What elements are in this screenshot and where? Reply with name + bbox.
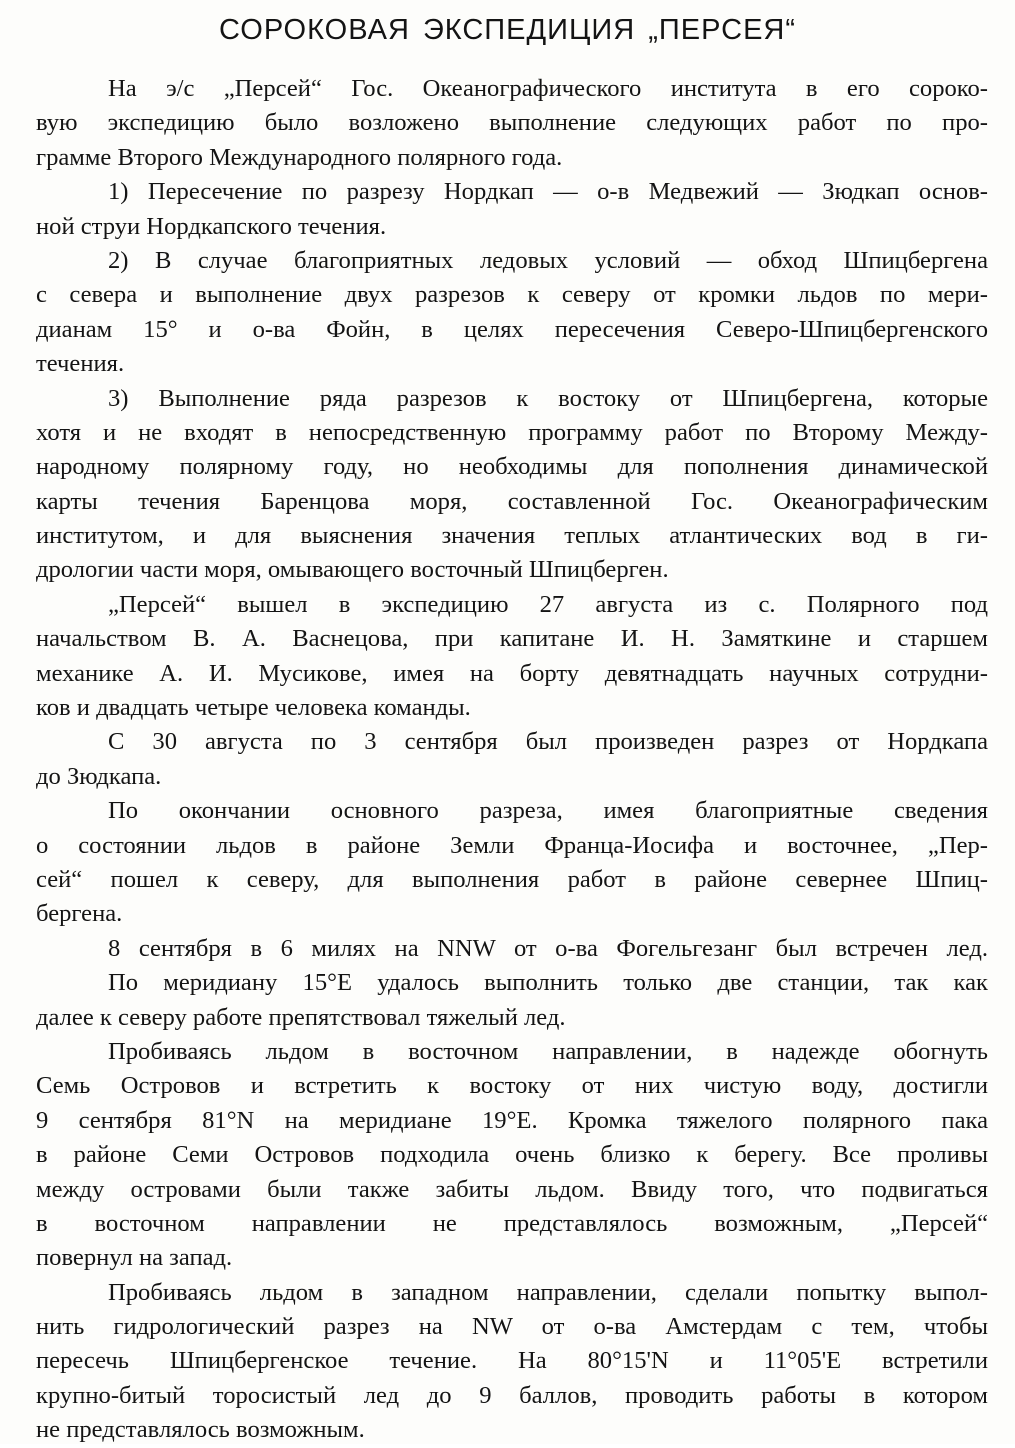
document-body bbox=[36, 72, 988, 1448]
text-line: начальством В. А. Васнецова, при капитане И. Н. Замяткине и старшем bbox=[36, 625, 988, 653]
text-line: до Зюдкапа. bbox=[36, 762, 162, 790]
text-line: не представлялось возможным. bbox=[36, 1416, 365, 1444]
text-line: нить гидрологический разрез на NW от о-ва Амстердам с тем, чтобы bbox=[36, 1313, 988, 1341]
text-line: с севера и выполнение двух разрезов к северу от кромки льдов по мери- bbox=[36, 281, 988, 309]
text-line: повернул на запад. bbox=[36, 1244, 233, 1272]
text-line: Семь Островов и встретить к востоку от них чистую воду, достигли bbox=[36, 1072, 988, 1100]
text-line: 2) В случае благоприятных ледовых условий — обход Шпицбергена bbox=[108, 246, 988, 274]
text-line: институтом, и для выяснения значения теплых атлантических вод в ги- bbox=[36, 522, 988, 550]
text-line: 1) Пересечение по разрезу Нордкап — о-в Медвежий — Зюдкап основ- bbox=[108, 178, 988, 206]
text-line: 8 сентября в 6 милях на NNW от о-ва Фогельгезанг был встречен лед. bbox=[108, 934, 988, 962]
text-line: грамме Второго Международного полярного года. bbox=[36, 143, 563, 171]
text-line: С 30 августа по 3 сентября был произведен разрез от Нордкапа bbox=[108, 728, 988, 756]
text-line: По окончании основного разреза, имея благоприятные сведения bbox=[108, 797, 988, 825]
text-line: дрологии части моря, омывающего восточный Шпицберген. bbox=[36, 556, 669, 584]
text-line: ков и двадцать четыре человека команды. bbox=[36, 694, 471, 722]
text-line: Пробиваясь льдом в западном направлении, сделали попытку выпол- bbox=[108, 1278, 988, 1306]
text-line: По меридиану 15°E удалось выполнить только две станции, так как bbox=[108, 969, 988, 997]
text-line: народному полярному году, но необходимы для пополнения динамической bbox=[36, 453, 988, 481]
text-line: 9 сентября 81°N на меридиане 19°E. Кромка тяжелого полярного пака bbox=[36, 1106, 988, 1134]
text-line: между островами были также забиты льдом. Ввиду того, что подвигаться bbox=[36, 1175, 988, 1203]
text-line: вую экспедицию было возложено выполнение следующих работ по про- bbox=[36, 109, 988, 137]
text-line: далее к северу работе препятствовал тяжелый лед. bbox=[36, 1003, 566, 1031]
text-line: течения. bbox=[36, 350, 125, 378]
text-line: ной струи Нордкапского течения. bbox=[36, 212, 387, 240]
text-line: механике А. И. Мусикове, имея на борту девятнадцать научных сотрудни- bbox=[36, 659, 988, 687]
text-line: карты течения Баренцова моря, составленной Гос. Океанографическим bbox=[36, 487, 988, 515]
text-line: дианам 15° и о-ва Фойн, в целях пересечения Северо-Шпицбергенского bbox=[36, 315, 988, 343]
document-title: СОРОКОВАЯ ЭКСПЕДИЦИЯ „ПЕРСЕЯ“ bbox=[218, 14, 797, 46]
text-line: „Персей“ вышел в экспедицию 27 августа из с. Полярного под bbox=[108, 590, 988, 618]
text-line: в районе Семи Островов подходила очень близко к берегу. Все проливы bbox=[36, 1141, 988, 1169]
text-line: бергена. bbox=[36, 900, 123, 928]
text-line: Пробиваясь льдом в восточном направлении, в надежде обогнуть bbox=[108, 1037, 988, 1065]
text-line: На э/с „Персей“ Гос. Океанографического института в его сороко- bbox=[108, 75, 988, 102]
text-line: пересечь Шпицбергенское течение. На 80°15'N и 11°05'E встретили bbox=[36, 1347, 988, 1375]
text-line: о состоянии льдов в районе Земли Франца-Иосифа и восточнее, „Пер- bbox=[36, 831, 988, 859]
text-line: 3) Выполнение ряда разрезов к востоку от Шпицбергена, которые bbox=[108, 384, 988, 412]
text-line: сей“ пошел к северу, для выполнения работ в районе севернее Шпиц- bbox=[36, 865, 988, 893]
text-line: хотя и не входят в непосредственную программу работ по Второму Между- bbox=[36, 418, 988, 446]
text-line: в восточном направлении не представлялось возможным, „Персей“ bbox=[36, 1209, 988, 1237]
text-line: крупно-битый торосистый лед до 9 баллов, проводить работы в котором bbox=[36, 1381, 988, 1409]
